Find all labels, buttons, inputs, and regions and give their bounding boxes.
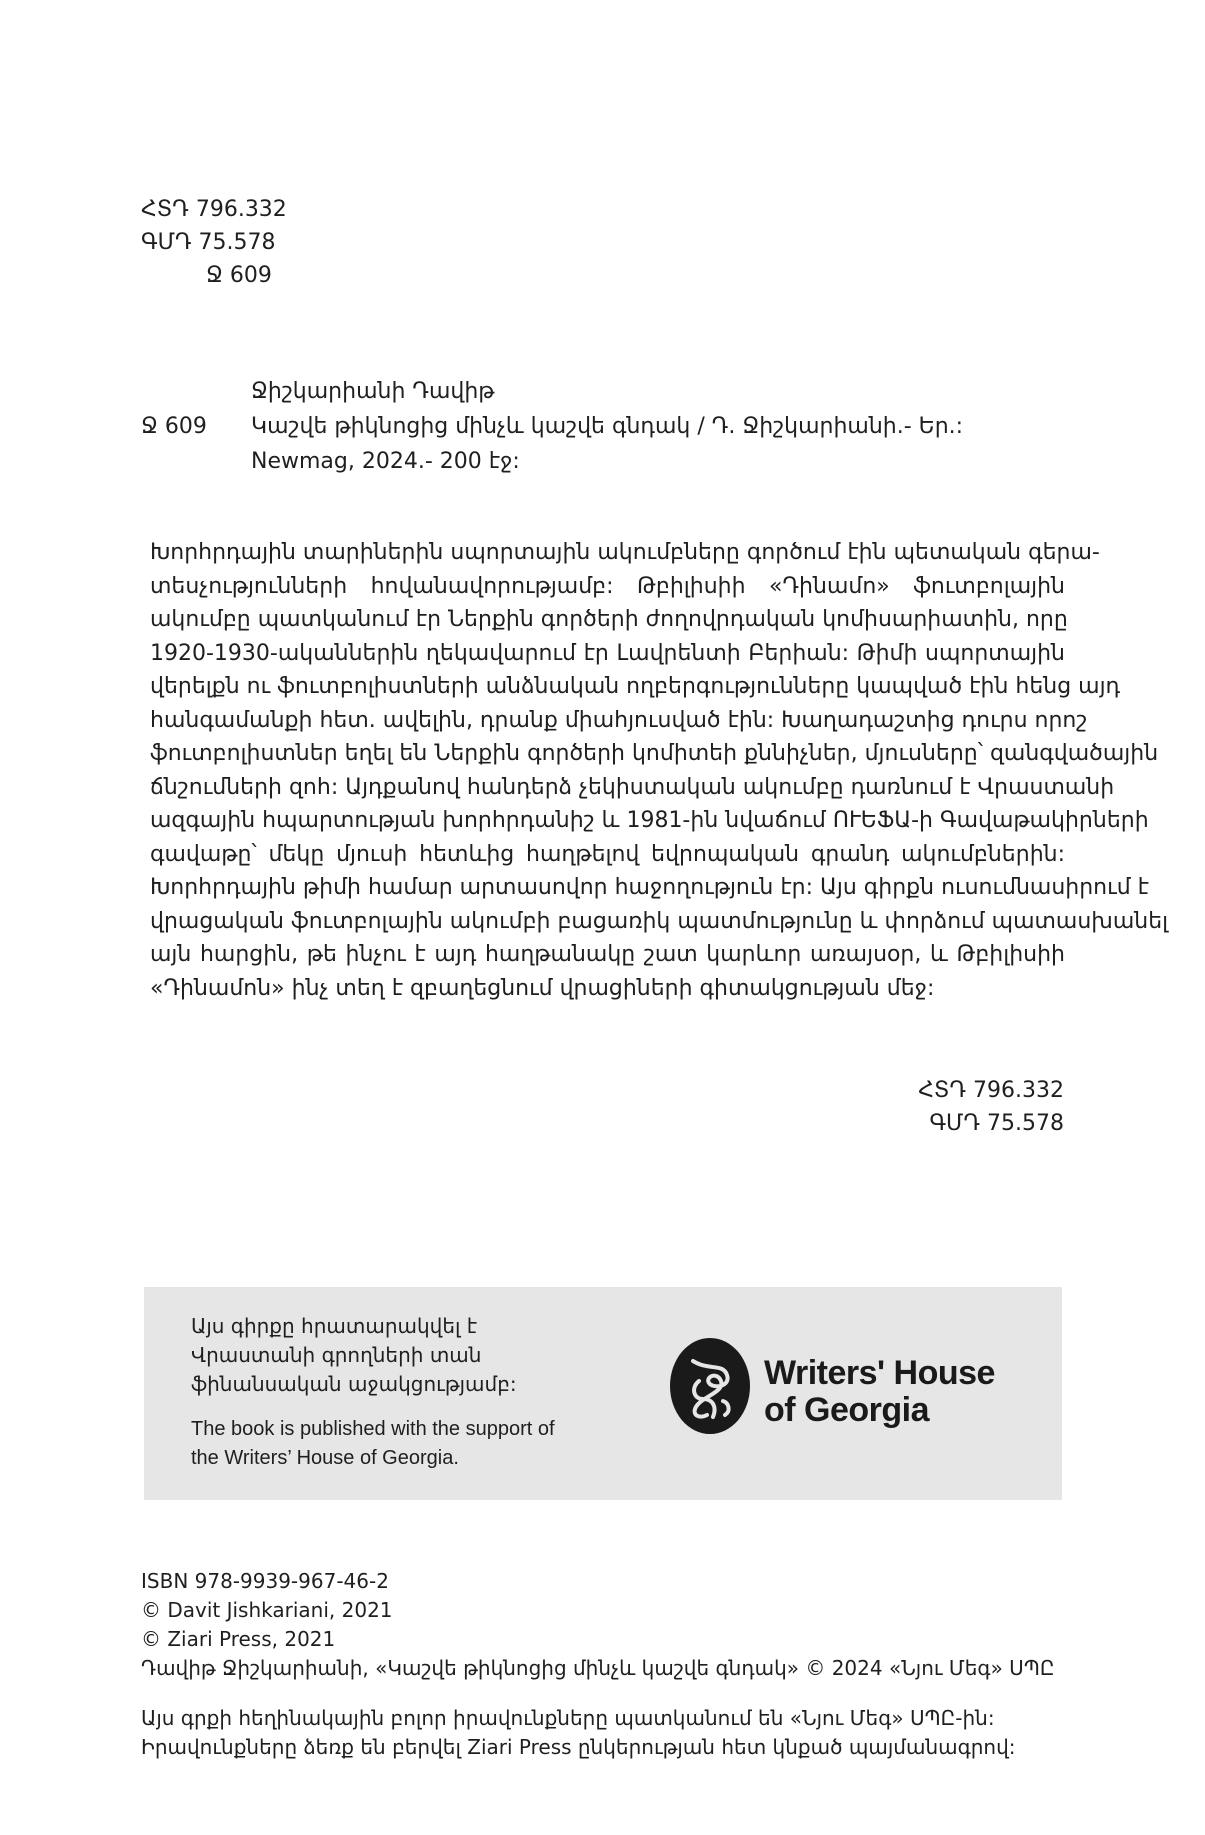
abstract-line: վրացական ֆուտբոլային ակումբի բացառիկ պատմությունը և փորձում պատասխանել — [150, 908, 1169, 934]
rights-notice-line: Իրավունքները ձեռք են բերվել Ziari Press ընկերության հետ կնքած պայմանագրով: — [141, 1735, 1016, 1759]
udc-block-top — [141, 193, 287, 292]
abstract-line: հանգամանքի հետ. ավելին, դրանք միահյուսված էին: Խաղադաշտից դուրս որոշ — [150, 707, 1088, 733]
publisher-line: Newmag, 2024.- 200 էջ: — [251, 449, 520, 474]
copyright-block — [141, 1567, 1054, 1683]
support-text-english: The book is published with the support of the Writers’ House of Georgia. — [191, 1418, 555, 1469]
bibliographic-record — [141, 374, 963, 479]
abstract-line: ակումբը պատկանում էր Ներքին գործերի ժողովրդական կոմիսարիատին, որը — [150, 607, 1068, 632]
udc-code: ՀՏԴ 796.332 — [141, 197, 287, 222]
copyright-original-publisher: © Ziari Press, 2021 — [141, 1627, 336, 1651]
abstract-line: վերելքն ու ֆուտբոլիստների անձնական ողբերգությունները կապված էին հենց այդ — [150, 674, 1121, 699]
copyright-author: © Davit Jishkariani, 2021 — [141, 1598, 393, 1622]
rights-notice-line: Այս գրքի հեղինակային բոլոր իրավունքները պատկանում են «Նյու Մեգ» ՍՊԸ-ին: — [141, 1706, 995, 1730]
author-name: Ջիշկարիանի Դավիթ — [251, 379, 495, 404]
udc-code-right: ՀՏԴ 796.332 — [918, 1078, 1064, 1103]
author-mark-code: Ջ 609 — [141, 414, 207, 439]
abstract-line: ազգային հպարտության խորհրդանիշ և 1981-ին նվաճում ՈՒԵՖԱ-ի Գավաթակիրների — [150, 808, 1149, 833]
abstract-line: ֆուտբոլիստներ եղել են Ներքին գործերի կոմիտեի քննիչներ, մյուսները՝ զանգվածային — [150, 741, 1159, 766]
support-text-armenian: Այս գիրքը հրատարակվել է Վրաստանի գրողների տան ֆինանսական աջակցությամբ: — [191, 1314, 517, 1396]
book-title-line: Կաշվե թիկնոցից մինչև կաշվե գնդակ / Դ. Ջիշկարիանի.- Եր.: — [251, 414, 964, 439]
bbk-code: ԳՄԴ 75.578 — [141, 230, 276, 255]
bbk-code-right: ԳՄԴ 75.578 — [929, 1111, 1064, 1136]
support-panel — [144, 1287, 1062, 1500]
copyright-translation: Դավիթ Ջիշկարիանի, «Կաշվե թիկնոցից մինչև կաշվե գնդակ» © 2024 «Նյու Մեգ» ՍՊԸ — [141, 1656, 1055, 1680]
abstract-line: տեսչությունների հովանավորությամբ: Թբիլիսիի «Դինամո» ֆուտբոլային — [150, 573, 1065, 599]
rights-notice — [141, 1704, 1016, 1762]
abstract-line: Խորհրդային թիմի համար արտասովոր հաջողություն էր: Այս գիրքն ուսումնասիրում է — [150, 875, 1149, 900]
abstract-line: 1920-1930-ականներին ղեկավարում էր Լավրենտի Բերիան: Թիմի սպորտային — [150, 640, 1065, 666]
abstract-line: Խորհրդային տարիներին սպորտային ակումբները գործում էին պետական գերա- — [150, 540, 1100, 565]
abstract-paragraph — [150, 536, 1169, 1005]
abstract-line: գավաթը՝ մեկը մյուսի հետևից հաղթելով եվրոպական գրանդ ակումբներին: — [150, 841, 1065, 867]
udc-block-right — [918, 1074, 1064, 1140]
author-mark: Ջ 609 — [206, 263, 272, 288]
abstract-line: «Դինամոն» ինչ տեղ է զբաղեցնում վրացիների գիտակցության մեջ: — [150, 975, 935, 1001]
writers-house-logo-icon — [669, 1337, 751, 1435]
abstract-line: այն հարցին, թե ինչու է այդ հաղթանակը շատ կարևոր առայսօր, և Թբիլիսիի — [150, 942, 1065, 967]
logo-wordmark: Writers' House of Georgia — [764, 1354, 995, 1429]
isbn: ISBN 978-9939-967-46-2 — [141, 1569, 389, 1593]
abstract-line: ճնշումների զոհ: Այդքանով հանդերձ չեկիստական ակումբը դառնում է Վրաստանի — [150, 774, 1115, 800]
